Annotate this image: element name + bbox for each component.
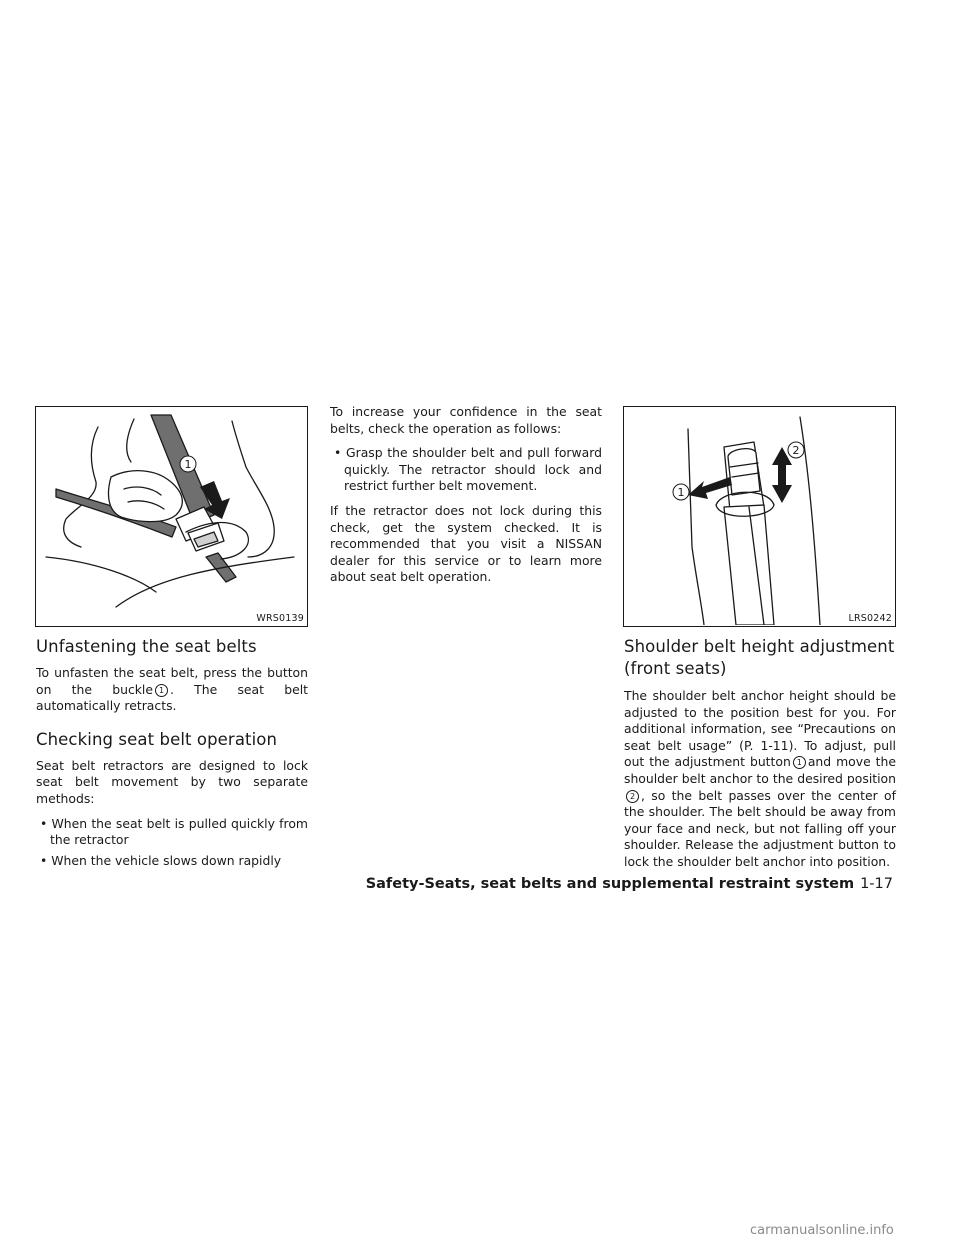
circled-one-icon: 1	[793, 756, 806, 769]
column-2	[330, 404, 602, 594]
text-fragment: . The seat belt automatically retracts.	[36, 681, 308, 714]
list-item: • Grasp the shoulder belt and pull forward quickly. The retractor should lock and restrict further belt movement.	[334, 445, 602, 494]
text-fragment: , so the belt passes over the center of the shoulder. The belt should be away from your face and neck, but not falling off your shoulder. Release the adjustment button to lock the shoulder belt anchor into position.	[624, 787, 896, 869]
list-item-text: Grasp the shoulder belt and pull forward quickly. The retractor should lock and restrict further belt movement.	[344, 445, 602, 494]
bullet-list-methods	[36, 816, 308, 870]
callout-1-label: 1	[677, 486, 685, 499]
heading-shoulder-adjust	[624, 636, 896, 680]
list-item-text: When the seat belt is pulled quickly from the retractor	[50, 815, 308, 848]
list-item-text: When the vehicle slows down rapidly	[51, 852, 282, 868]
paragraph-shoulder-adjust	[624, 688, 896, 871]
page-footer	[366, 876, 893, 892]
figure-code: LRS0242	[848, 613, 892, 624]
paragraph-unfastening	[36, 665, 308, 715]
circled-one-icon: 1	[155, 684, 168, 697]
text-fragment: and move the shoulder belt anchor to the desired position	[624, 754, 896, 786]
text-fragment: To unfasten the seat belt, press the button on the buckle	[36, 665, 308, 697]
page-number: 1-17	[860, 876, 893, 892]
heading-line-1: Shoulder belt height adjustment	[624, 637, 895, 656]
circled-two-icon: 2	[626, 790, 639, 803]
list-item: • When the vehicle slows down rapidly	[40, 852, 282, 868]
heading-line-2: (front seats)	[624, 659, 727, 678]
bullet-list-check	[330, 445, 602, 495]
figure-shoulder-adjust	[623, 406, 896, 627]
watermark: carmanualsonline.info	[750, 1223, 894, 1238]
figure-unfastening-belt	[35, 406, 308, 627]
shoulder-anchor-illustration	[624, 407, 894, 625]
paragraph-retractor-not-lock: If the retractor does not lock during this check, get the system checked. It is recommended that you visit a NISSAN dealer for this service or to learn more about seat belt operation.	[330, 502, 602, 585]
column-1	[36, 636, 308, 877]
text-fragment: The shoulder belt anchor height should be adjusted to the position best for you. For additional information, see “Precautions on seat belt usage” (P. 1-11). To adjust, pull out the adjustment button	[624, 688, 896, 770]
footer-section-title: Safety-Seats, seat belts and supplemental restraint system	[365, 876, 855, 892]
paragraph-checking-operation: Seat belt retractors are designed to lock seat belt movement by two separate methods:	[36, 757, 308, 806]
heading-unfastening: Unfastening the seat belts	[36, 637, 257, 656]
paragraph-increase-confidence: To increase your confidence in the seat belts, check the operation as follows:	[330, 404, 602, 436]
heading-checking-operation: Checking seat belt operation	[36, 729, 278, 749]
callout-1-label: 1	[184, 458, 192, 471]
column-3	[624, 636, 896, 879]
list-item: • When the seat belt is pulled quickly from the retractor	[40, 815, 308, 848]
buckle-release-illustration	[36, 407, 306, 625]
callout-2-label: 2	[792, 444, 800, 457]
figure-code: WRS0139	[256, 613, 304, 624]
